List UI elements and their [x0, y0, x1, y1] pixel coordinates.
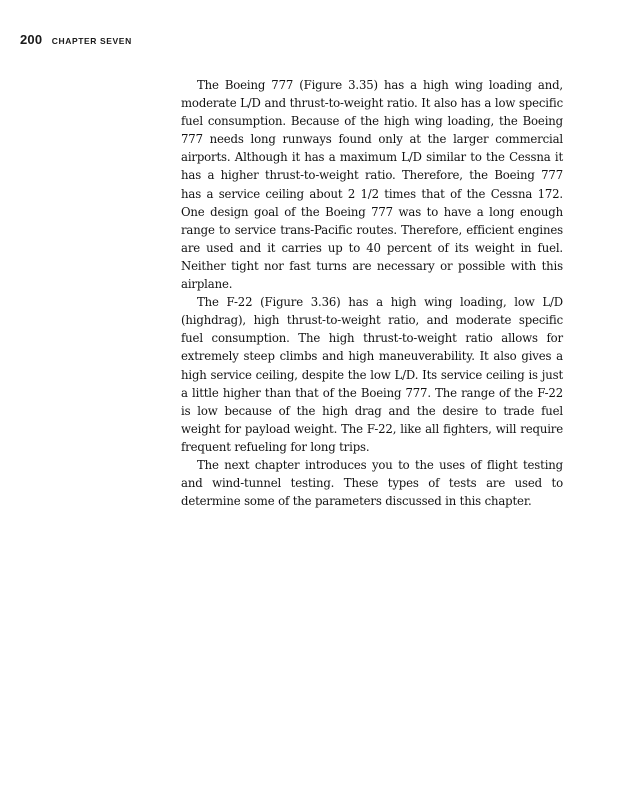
running-head — [20, 31, 132, 49]
paragraph-next-chapter: The next chapter introduces you to the uses of flight testing and wind-tunnel testing. These types of tests are used to determine some of the parameters discussed in this chapter. — [181, 457, 563, 509]
page-number: 200 — [20, 32, 43, 47]
paragraph-f-22: The F-22 (Figure 3.36) has a high wing loading, low L/D (highdrag), high thrust-to-weight ratio, and moderate specific fuel consumption. The high thrust-to-weight ratio allows for extremely steep climbs and high maneuverability. It also gives a high service ceiling, despite the low L/D. Its service ceiling is just a little higher than that of the Boeing 777. The range of the F-22 is low because of the high drag and the desire to trade fuel weight for payload weight. The F-22, like all fighters, will require frequent refueling for long trips. — [181, 295, 563, 454]
body-text — [181, 76, 563, 510]
paragraph-boeing-777: The Boeing 777 (Figure 3.35) has a high wing loading and, moderate L/D and thrust-to-weight ratio. It also has a low specific fuel consumption. Because of the high wing loading, the Boeing 777 needs long runways found only at the larger commercial airports. Although it has a maximum L/D similar to the Cessna it has a higher thrust-to-weight ratio. Therefore, the Boeing 777 has a service ceiling about 2 1/2 times that of the Cessna 172. One design goal of the Boeing 777 was to have a long enough range to service trans-Pacific routes. Therefore, efficient engines are used and it carries up to 40 percent of its weight in fuel. Neither tight nor fast turns are necessary or possible with this airplane. — [181, 78, 563, 292]
chapter-label: CHAPTER SEVEN — [51, 36, 132, 46]
